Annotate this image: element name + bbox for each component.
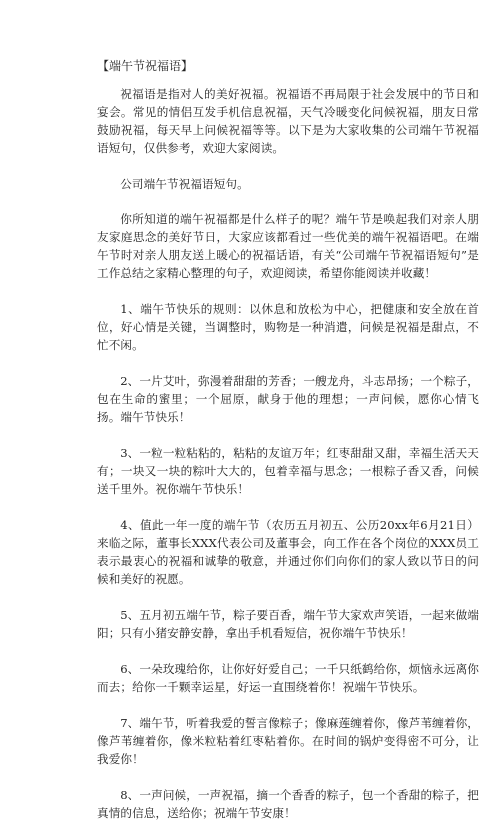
section-heading: 公司端午节祝福语短句。 [120,177,249,191]
greeting-item-6: 6、一朵玫瑰给你，让你好好爱自己；一千只纸鹤给你，烦恼永远离你而去；给你一千颗幸运星，好运一直围绕着你！祝端午节快乐。 [97,662,479,694]
greeting-item-4: 4、值此一年一度的端午节（农历五月初五、公历20xx年6月21日）来临之际，董事长XXX代表公司及董事会，向工作在各个岗位的XXX员工表示最衷心的祝福和诚挚的敬意，并通过你们向你们的家人致以节日的问候和美好的祝愿。 [97,518,479,586]
greeting-item-8: 8、一声问候，一声祝福，摘一个香香的粽子，包一个香甜的粽子，把真情的信息，送给你；祝端午节安康！ [97,788,479,820]
greeting-item-7: 7、端午节，听着我爱的誓言像粽子；像麻莲缠着你，像芦苇缠着你，像芦苇缠着你，像米粒粘着红枣粘着你。在时间的锅炉变得密不可分，让我爱你！ [97,716,479,766]
intro-paragraph: 祝福语是指对人的美好祝福。祝福语不再局限于社会发展中的节日和宴会。常见的情侣互发手机信息祝福，天气冷暖变化问候祝福，朋友日常鼓励祝福，每天早上问候祝福等等。以下是为大家收集的公司端午节祝福语短句，仅供参考，欢迎大家阅读。 [97,87,479,155]
greeting-item-5: 5、五月初五端午节，粽子要百香，端午节大家欢声笑语，一起来做端阳；只有小猪安静安静，拿出手机看短信，祝你端午节快乐！ [97,608,479,640]
greeting-item-3: 3、一粒一粒粘粘的，粘粘的友谊万年；红枣甜甜又甜，幸福生活天天有；一块又一块的粽叶大大的，包着幸福与思念；一根粽子香又香，问候送千里外。祝你端午节快乐！ [97,446,479,496]
greeting-item-1: 1、端午节快乐的规则：以休息和放松为中心，把健康和安全放在首位，好心情是关键，当调整时，购物是一种消遣，问候是祝福是甜点，不忙不闲。 [97,302,479,352]
greeting-item-2: 2、一片艾叶，弥漫着甜甜的芳香；一艘龙舟，斗志昂扬；一个粽子，包在生命的蜜里；一个屈原，献身于他的理想；一声问候，愿你心情飞扬。端午节快乐！ [97,374,479,424]
document-title: 【端午节祝福语】 [97,59,194,73]
lead-paragraph: 你所知道的端午祝福都是什么样子的呢？端午节是唤起我们对亲人朋友家庭思念的美好节日，大家应该都看过一些优美的端午祝福语吧。在端午节时对亲人朋友送上暖心的祝福话语，有关“公司端午节祝福语短句”是工作总结之家精心整理的句子，欢迎阅读，希望你能阅读并收藏！ [97,212,479,280]
